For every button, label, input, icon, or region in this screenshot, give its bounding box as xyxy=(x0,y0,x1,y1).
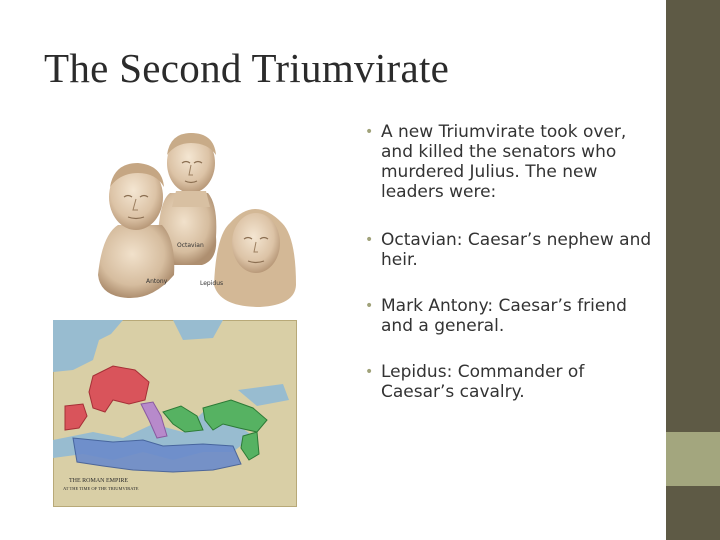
bullet-dot-icon: • xyxy=(365,364,374,380)
bullet-text: A new Triumvirate took over, and killed the senators who murdered Julius. The new leaders were: xyxy=(381,122,627,202)
roman-empire-map xyxy=(53,320,297,507)
busts-image xyxy=(90,125,308,310)
bullet-text: Octavian: Caesar’s nephew and heir. xyxy=(381,230,652,270)
bullet-item xyxy=(362,122,652,202)
bust-label-antony: Antony xyxy=(146,278,168,285)
bust-label-lepidus: Lepidus xyxy=(200,280,224,287)
bullet-item xyxy=(362,230,652,270)
map-caption-subtitle: AT THE TIME OF THE TRIUMVIRATE xyxy=(63,486,139,491)
map-caption-title: THE ROMAN EMPIRE xyxy=(69,478,129,484)
bullet-item xyxy=(362,296,652,336)
bullet-item xyxy=(362,362,652,402)
slide-title: The Second Triumvirate xyxy=(44,45,450,91)
side-band-accent xyxy=(666,432,720,486)
bullet-text: Mark Antony: Caesar’s friend and a general. xyxy=(381,296,627,336)
bullet-dot-icon: • xyxy=(365,124,374,140)
bullet-list xyxy=(362,122,652,428)
bullet-dot-icon: • xyxy=(365,232,374,248)
bullet-dot-icon: • xyxy=(365,298,374,314)
side-divider xyxy=(664,0,666,540)
bust-label-octavian: Octavian xyxy=(177,242,204,249)
bullet-text: Lepidus: Commander of Caesar’s cavalry. xyxy=(381,362,585,402)
